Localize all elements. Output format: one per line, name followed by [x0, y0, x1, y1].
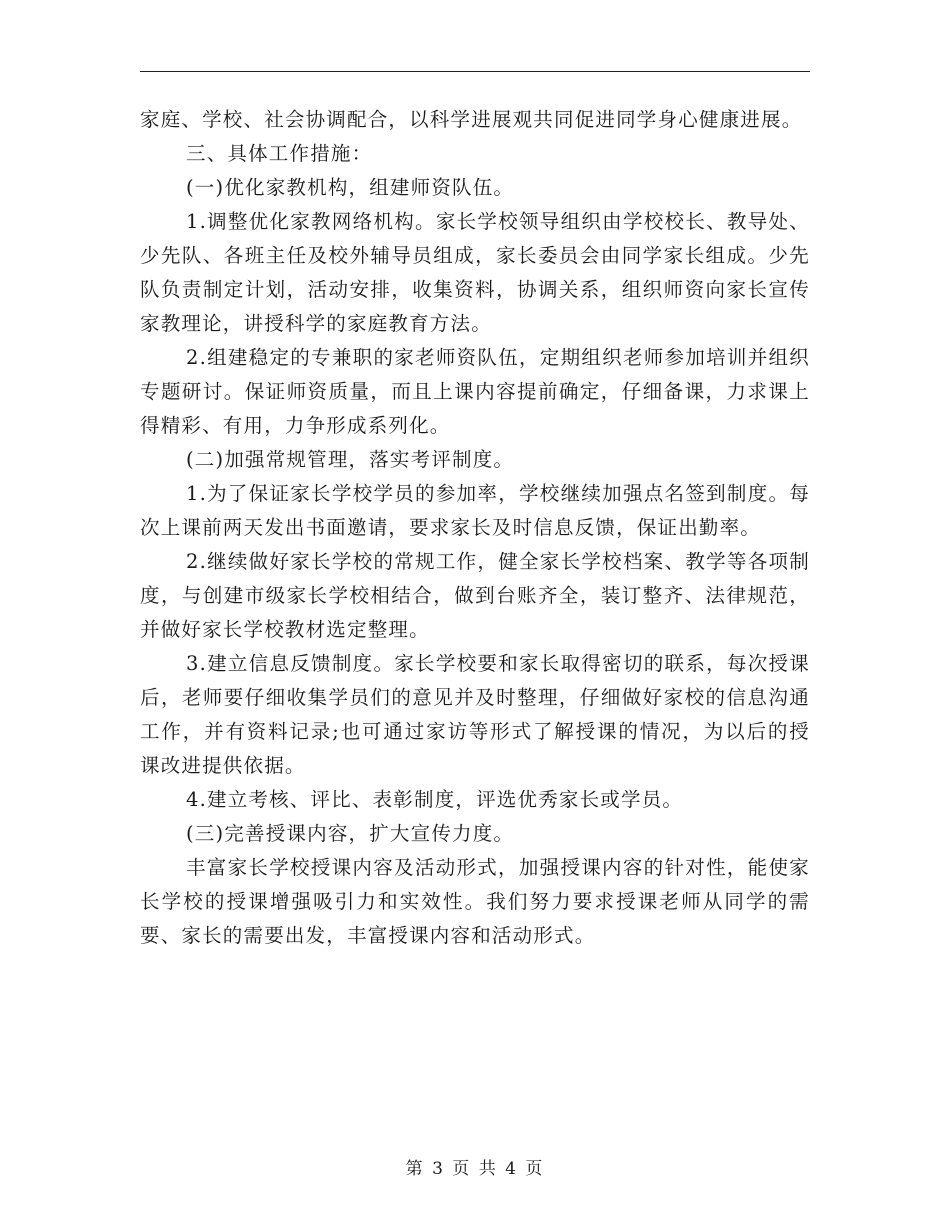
document-body — [140, 103, 810, 953]
page-footer — [0, 1154, 950, 1179]
header-divider — [140, 71, 810, 72]
subheading-3: (三)完善授课内容，扩大宣传力度。 — [186, 822, 515, 845]
subheading-1: (一)优化家教机构，组建师资队伍。 — [186, 176, 515, 199]
paragraph-2-3: 3.建立信息反馈制度。家长学校要和家长取得密切的联系，每次授课后，老师要仔细收集学员们的意见并及时整理，仔细做好家校的信息沟通工作，并有资料记录;也可通过家访等形式了解授课的情况，为以后的授课改进提供依据。 — [140, 652, 810, 777]
paragraph-continuation: 家庭、学校、社会协调配合，以科学进展观共同促进同学身心健康进展。 — [140, 108, 803, 131]
paragraph-2-2: 2.继续做好家长学校的常规工作，健全家长学校档案、教学等各项制度，与创建市级家长学校相结合，做到台账齐全，装订整齐、法律规范，并做好家长学校教材选定整理。 — [140, 550, 810, 641]
paragraph-1-2: 2.组建稳定的专兼职的家老师资队伍，定期组织老师参加培训并组织专题研讨。保证师资质量，而且上课内容提前确定，仔细备课，力求课上得精彩、有用，力争形成系列化。 — [140, 346, 810, 437]
subheading-2: (二)加强常规管理，落实考评制度。 — [186, 448, 515, 471]
paragraph-3-1: 丰富家长学校授课内容及活动形式，加强授课内容的针对性，能使家长学校的授课增强吸引力和实效性。我们努力要求授课老师从同学的需要、家长的需要出发，丰富授课内容和活动形式。 — [140, 856, 810, 947]
paragraph-1-1: 1.调整优化家教网络机构。家长学校领导组织由学校校长、教导处、少先队、各班主任及校外辅导员组成，家长委员会由同学家长组成。少先队负责制定计划，活动安排，收集资料，协调关系，组织师资向家长宣传家教理论，讲授科学的家庭教育方法。 — [140, 210, 810, 335]
page-number-label: 第 3 页 共 4 页 — [405, 1159, 545, 1179]
paragraph-2-4: 4.建立考核、评比、表彰制度，评选优秀家长或学员。 — [186, 788, 684, 811]
section-heading-measures: 三、具体工作措施： — [186, 142, 373, 165]
paragraph-2-1: 1.为了保证家长学校学员的参加率，学校继续加强点名签到制度。每次上课前两天发出书面邀请，要求家长及时信息反馈，保证出勤率。 — [140, 482, 810, 539]
